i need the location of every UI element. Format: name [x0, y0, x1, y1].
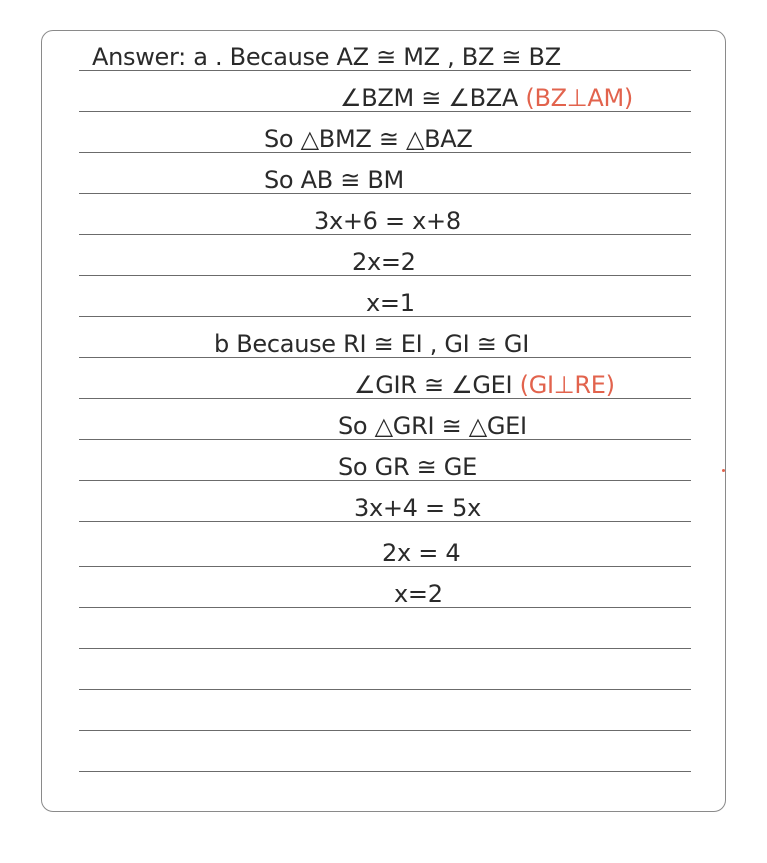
answer-line-9	[354, 370, 615, 400]
ink-dot	[722, 469, 725, 472]
answer-line-3	[264, 124, 473, 154]
angle-statement: ∠GIR ≅ ∠GEI	[354, 371, 513, 399]
answer-line-1-text: Answer: a . Because AZ ≅ MZ , BZ ≅ BZ	[92, 43, 561, 71]
answer-line-8	[214, 329, 529, 359]
ruled-line	[79, 607, 691, 608]
equation: 2x = 4	[382, 539, 461, 567]
answer-line-4	[264, 165, 404, 195]
answer-line-6	[352, 247, 416, 277]
ruled-line	[79, 730, 691, 731]
notebook-page	[41, 30, 726, 812]
equation: 3x+6 = x+8	[314, 207, 461, 235]
answer-line-1	[92, 42, 561, 72]
ruled-line	[79, 648, 691, 649]
equation: 2x=2	[352, 248, 416, 276]
ruled-line	[79, 689, 691, 690]
solution-value: x=1	[366, 289, 415, 317]
congruence-statement: So △GRI ≅ △GEI	[338, 412, 527, 440]
answer-line-10	[338, 411, 527, 441]
answer-line-8-text: b Because RI ≅ EI , GI ≅ GI	[214, 330, 529, 358]
ruled-line	[79, 771, 691, 772]
answer-line-11	[338, 452, 477, 482]
answer-line-14	[394, 579, 443, 609]
solution-value: x=2	[394, 580, 443, 608]
segment-statement: So GR ≅ GE	[338, 453, 477, 481]
answer-line-12	[354, 493, 481, 523]
perpendicular-note: (GI⊥RE)	[519, 371, 615, 399]
perpendicular-note: (BZ⊥AM)	[525, 84, 633, 112]
answer-line-7	[366, 288, 415, 318]
equation: 3x+4 = 5x	[354, 494, 481, 522]
angle-statement: ∠BZM ≅ ∠BZA	[340, 84, 519, 112]
answer-line-13	[382, 538, 460, 568]
answer-line-5	[314, 206, 461, 236]
answer-line-2	[340, 83, 633, 113]
segment-statement: So AB ≅ BM	[264, 166, 404, 194]
congruence-statement: So △BMZ ≅ △BAZ	[264, 125, 473, 153]
